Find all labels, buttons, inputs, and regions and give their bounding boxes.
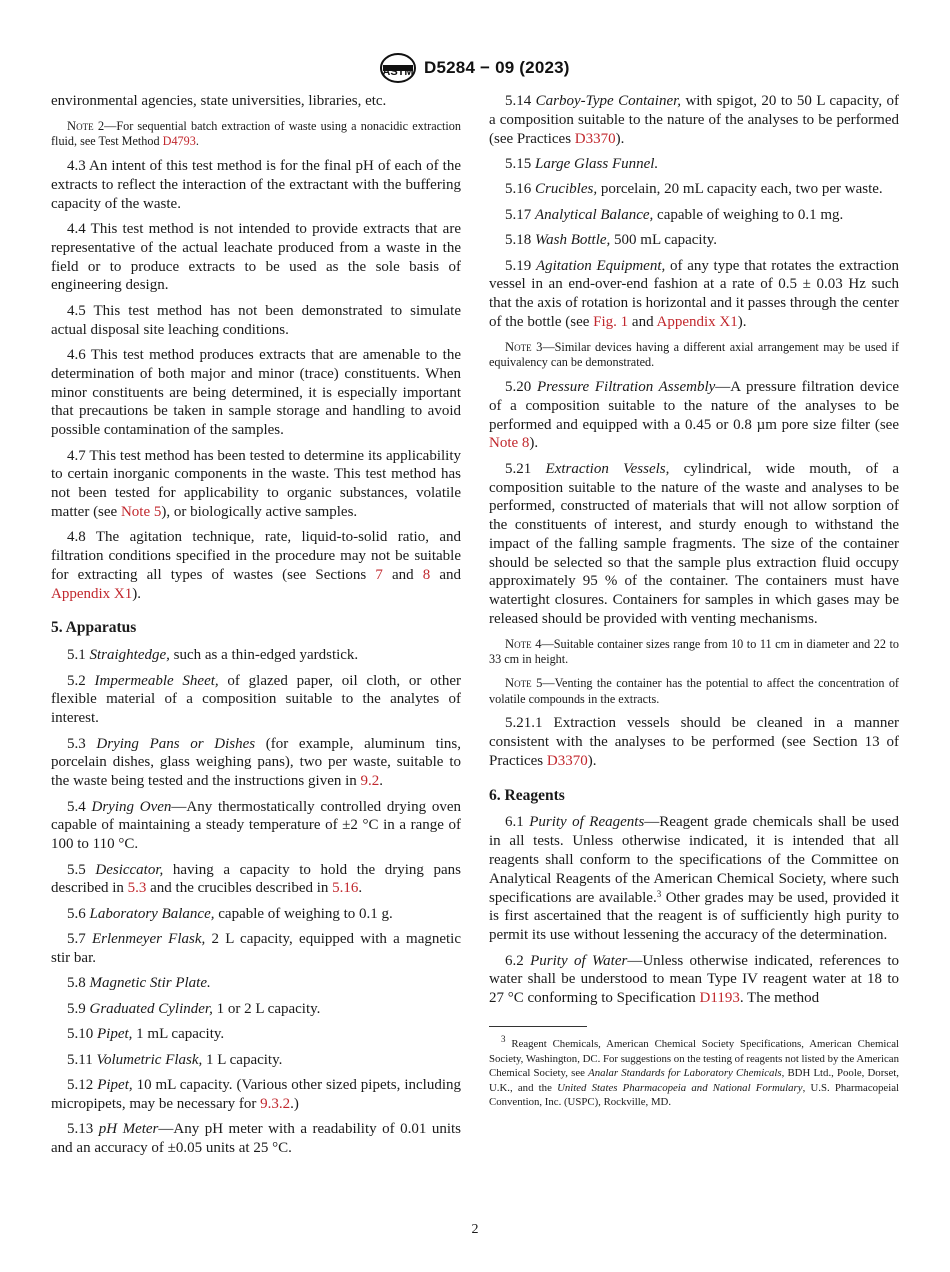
item-5-8: 5.8 Magnetic Stir Plate. [67, 975, 211, 992]
item-5-17: 5.17 Analytical Balance, capable of weighing to 0.1 mg. [505, 206, 844, 223]
link-appendix-x1[interactable]: Appendix X1 [51, 585, 133, 602]
note-4: Note 4—Suitable container sizes range from 10 to 11 cm in diameter and 22 to 33 cm in height. [489, 636, 899, 667]
left-column [51, 92, 461, 1164]
document-designation: D5284 − 09 (2023) [424, 58, 570, 77]
item-5-2: 5.2 Impermeable Sheet, of glazed paper, oil cloth, or other flexible material of a composition suitable to the analytes of interest. [51, 672, 461, 727]
paragraph-4-4: 4.4 This test method is not intended to provide extracts that are representative of the actual leachate produced from a waste in the field or to produce extracts to be used as the sole basis of engineering design. [51, 220, 461, 294]
item-5-18: 5.18 Wash Bottle, 500 mL capacity. [505, 232, 718, 249]
link-d3370-b[interactable]: D3370 [546, 752, 588, 769]
page-header [0, 52, 950, 86]
paragraph-continued: environmental agencies, state universities, libraries, etc. [51, 93, 387, 109]
item-6-2: 6.2 Purity of Water—Unless otherwise indicated, references to water shall be understood to mean Type IV reagent water at 18 to 27 °C conforming to Specification D1193. The method [489, 952, 900, 1007]
paragraph-4-8: 4.8 The agitation technique, rate, liquid-to-solid ratio, and filtration conditions specified in the procedure may not be suitable for extracting all types of wastes (see Sections 7 and 8 and Appendix X1). [51, 529, 461, 602]
logo-text: ASTM [382, 66, 414, 78]
item-5-19: 5.19 Agitation Equipment, of any type that rotates the extraction vessel in an end-over-end fashion at a rate of 0.5 ± 0.03 Hz such that the axis of rotation is horizontal and it passes through the center of the bottle (see Fig. 1 and Appendix X1). [489, 257, 900, 330]
link-d4793[interactable]: D4793 [162, 134, 196, 149]
link-fig-1[interactable]: Fig. 1 [593, 313, 629, 330]
note-3: Note 3—Similar devices having a different axial arrangement may be used if equivalency can be demonstrated. [489, 339, 899, 370]
note-5: Note 5—Venting the container has the potential to affect the concentration of volatile compounds in the extracts. [489, 676, 899, 706]
item-5-20: 5.20 Pressure Filtration Assembly—A pressure filtration device of a composition suitable to the nature of the analyses to be performed and equipped with a 0.45 or 0.8 µm pore size filter (see Note 8). [489, 378, 900, 452]
item-5-4: 5.4 Drying Oven—Any thermostatically controlled drying oven capable of maintaining a steady temperature of ±2 °C in a range of 100 to 110 °C. [51, 798, 461, 853]
item-5-6: 5.6 Laboratory Balance, capable of weighing to 0.1 g. [67, 905, 393, 922]
item-5-5: 5.5 Desiccator, having a capacity to hold the drying pans described in 5.3 and the crucibles described in 5.16. [51, 861, 461, 897]
link-9-2[interactable]: 9.2 [360, 773, 380, 790]
paragraph-5-21-1: 5.21.1 Extraction vessels should be cleaned in a manner consistent with the analyses to be performed (see Section 13 of Practices D3370). [489, 715, 899, 769]
item-5-7: 5.7 Erlenmeyer Flask, 2 L capacity, equipped with a magnetic stir bar. [51, 931, 462, 966]
link-note-8[interactable]: Note 8 [489, 435, 530, 452]
item-5-21: 5.21 Extraction Vessels, cylindrical, wide mouth, of a composition suitable to the nature of the waste and analyses to be performed, constructed of materials that will not allow sorption of the constituents of interest, and sturdy enough to withstand the impact of the falling sample fragments. The size of the container should be selected so that the sample plus extraction fluid occupy approximately 95 % of the container. The containers must have watertight closures. Containers for samples in which gases may be released should be provided with venting mechanisms. [489, 460, 899, 628]
link-5-16[interactable]: 5.16 [332, 880, 359, 897]
note-2: Note 2—For sequential batch extraction of waste using a nonacidic extraction fluid, see Test Method D4793. [51, 118, 461, 149]
link-9-3-2[interactable]: 9.3.2 [260, 1095, 291, 1112]
paragraph-4-3: 4.3 An intent of this test method is for the final pH of each of the extracts to reflect the interaction of the extractant with the buffering capacity of the waste. [51, 157, 461, 212]
link-appendix-x1-b[interactable]: Appendix X1 [656, 313, 738, 330]
item-5-11: 5.11 Volumetric Flask, 1 L capacity. [67, 1051, 283, 1068]
paragraph-4-6: 4.6 This test method produces extracts that are amenable to the determination of both major and minor (trace) constituents. When minor constituents are being determined, it is especially important that precautions be taken in sample storage and handling to avoid possible contamination of the samples. [51, 346, 461, 439]
item-5-15: 5.15 Large Glass Funnel. [505, 155, 659, 172]
footnote-divider [489, 1026, 587, 1027]
link-section-7[interactable]: 7 [375, 566, 383, 583]
item-5-10: 5.10 Pipet, 1 mL capacity. [67, 1026, 225, 1043]
link-note-5[interactable]: Note 5 [120, 503, 162, 520]
item-5-1: 5.1 Straightedge, such as a thin-edged yardstick. [67, 647, 359, 664]
page-number: 2 [471, 1222, 479, 1237]
item-5-16: 5.16 Crucibles, porcelain, 20 mL capacity each, two per waste. [505, 181, 883, 198]
item-5-12: 5.12 Pipet, 10 mL capacity. (Various other sized pipets, including micropipets, may be necessary for 9.3.2.) [51, 1076, 462, 1112]
item-5-13: 5.13 pH Meter—Any pH meter with a readability of 0.01 units and an accuracy of ±0.05 units at 25 °C. [51, 1121, 461, 1156]
footnote-3: $^3$ Reagent Chemicals, American Chemical Society Specifications, American Chemical Society, Washington, DC. For suggestions on the testing of reagents not listed by the American Chemical Society, see Analar Standards for Laboratory Chemicals, BDH Ltd., Poole, Dorset, U.K., and the United States Pharmacopeia and National Formulary, U.S. Pharmacopeial Convention, Inc. (USPC), Rockville, MD. [489, 1034, 900, 1109]
astm-logo-icon [379, 52, 417, 84]
section-heading-reagents: 6. Reagents [489, 786, 565, 804]
item-5-3: 5.3 Drying Pans or Dishes (for example, aluminum tins, porcelain dishes, glass weighing pans), two per waste, suitable to the waste being tested and the instructions given in 9.2. [51, 735, 462, 790]
link-5-3[interactable]: 5.3 [127, 880, 147, 897]
item-5-14: 5.14 Carboy-Type Container, with spigot, 20 to 50 L capacity, of a composition suitable to the nature of the analyses to be performed (see Practices D3370). [489, 93, 900, 147]
link-d1193[interactable]: D1193 [699, 990, 740, 1007]
item-5-9: 5.9 Graduated Cylinder, 1 or 2 L capacity. [67, 1000, 321, 1017]
paragraph-4-5: 4.5 This test method has not been demonstrated to simulate actual disposal site leaching conditions. [51, 302, 461, 338]
link-d3370[interactable]: D3370 [574, 130, 616, 147]
footnote-ref-3[interactable]: 3 [656, 888, 662, 899]
right-column [489, 92, 899, 1117]
section-heading-apparatus: 5. Apparatus [51, 619, 137, 637]
item-6-1: 6.1 Purity of Reagents—Reagent grade chemicals shall be used in all tests. Unless otherwise indicated, it is intended that all reagents shall conform to the specifications of the Committee on Analytical Reagents of the American Chemical Society, where such specifications are available.$^3$ Other grades may be used, provided it is first ascertained that the reagent is of sufficiently high purity to permit its use without lessening the accuracy of the determination. [489, 814, 899, 944]
paragraph-4-7: 4.7 This test method has been tested to determine its applicability to certain inorganic components in the waste. This test method has not been tested for applicability to organic substances, volatile matter (see Note 5), or biologically active samples. [51, 447, 461, 520]
link-section-8[interactable]: 8 [422, 566, 431, 583]
